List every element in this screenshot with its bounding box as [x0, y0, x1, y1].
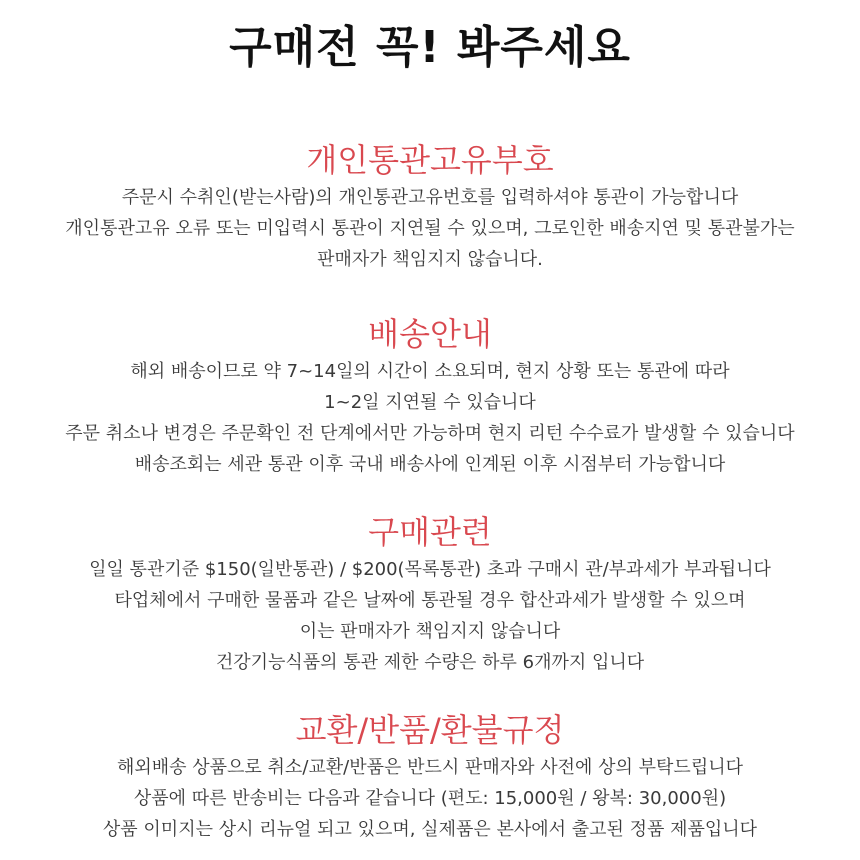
section-text-line: 배송조회는 세관 통관 이후 국내 배송사에 인계된 이후 시점부터 가능합니다	[134, 454, 726, 475]
section-text-line: 판매자가 책임지지 않습니다.	[317, 249, 543, 270]
section-text-line: 주문 취소나 변경은 주문확인 전 단계에서만 가능하며 현지 리턴 수수료가 발생할 수 있습니다	[65, 423, 795, 444]
section-customs-code	[0, 138, 860, 275]
section-text-line: 해외배송 상품으로 취소/교환/반품은 반드시 판매자와 사전에 상의 부탁드립니다	[117, 757, 743, 778]
section-text-line: 타업체에서 구매한 물품과 같은 날짜에 통관될 경우 합산과세가 발생할 수 있으며	[114, 590, 746, 611]
section-heading: 배송안내	[368, 315, 492, 353]
section-text-line: 개인통관고유 오류 또는 미입력시 통관이 지연될 수 있으며, 그로인한 배송지연 및 통관불가는	[65, 218, 795, 239]
section-text-line: 상품에 따른 반송비는 다음과 같습니다 (편도: 15,000원 / 왕복: 30,000원)	[133, 788, 727, 809]
section-heading: 개인통관고유부호	[306, 141, 554, 179]
section-text-line: 주문시 수취인(받는사람)의 개인통관고유번호를 입력하셔야 통관이 가능합니다	[121, 187, 739, 208]
section-heading: 구매관련	[368, 513, 492, 551]
section-text-line: 상품 이미지는 상시 리뉴얼 되고 있으며, 실제품은 본사에서 출고된 정품 제품입니다	[102, 819, 758, 840]
section-text-line: 해외 배송이므로 약 7~14일의 시간이 소요되며, 현지 상황 또는 통관에 따라	[130, 361, 730, 382]
section-text-line: 일일 통관기준 $150(일반통관) / $200(목록통관) 초과 구매시 관/부과세가 부과됩니다	[89, 559, 771, 580]
section-return-policy	[0, 708, 860, 845]
page-title: 구매전 꼭! 봐주세요	[229, 22, 631, 73]
section-shipping-info	[0, 312, 860, 480]
section-heading: 교환/반품/환불규정	[295, 711, 565, 749]
section-purchase-related	[0, 510, 860, 678]
section-text-line: 건강기능식품의 통관 제한 수량은 하루 6개까지 입니다	[215, 652, 645, 673]
section-text-line: 이는 판매자가 책임지지 않습니다	[299, 621, 561, 642]
section-text-line: 1~2일 지연될 수 있습니다	[324, 392, 536, 413]
